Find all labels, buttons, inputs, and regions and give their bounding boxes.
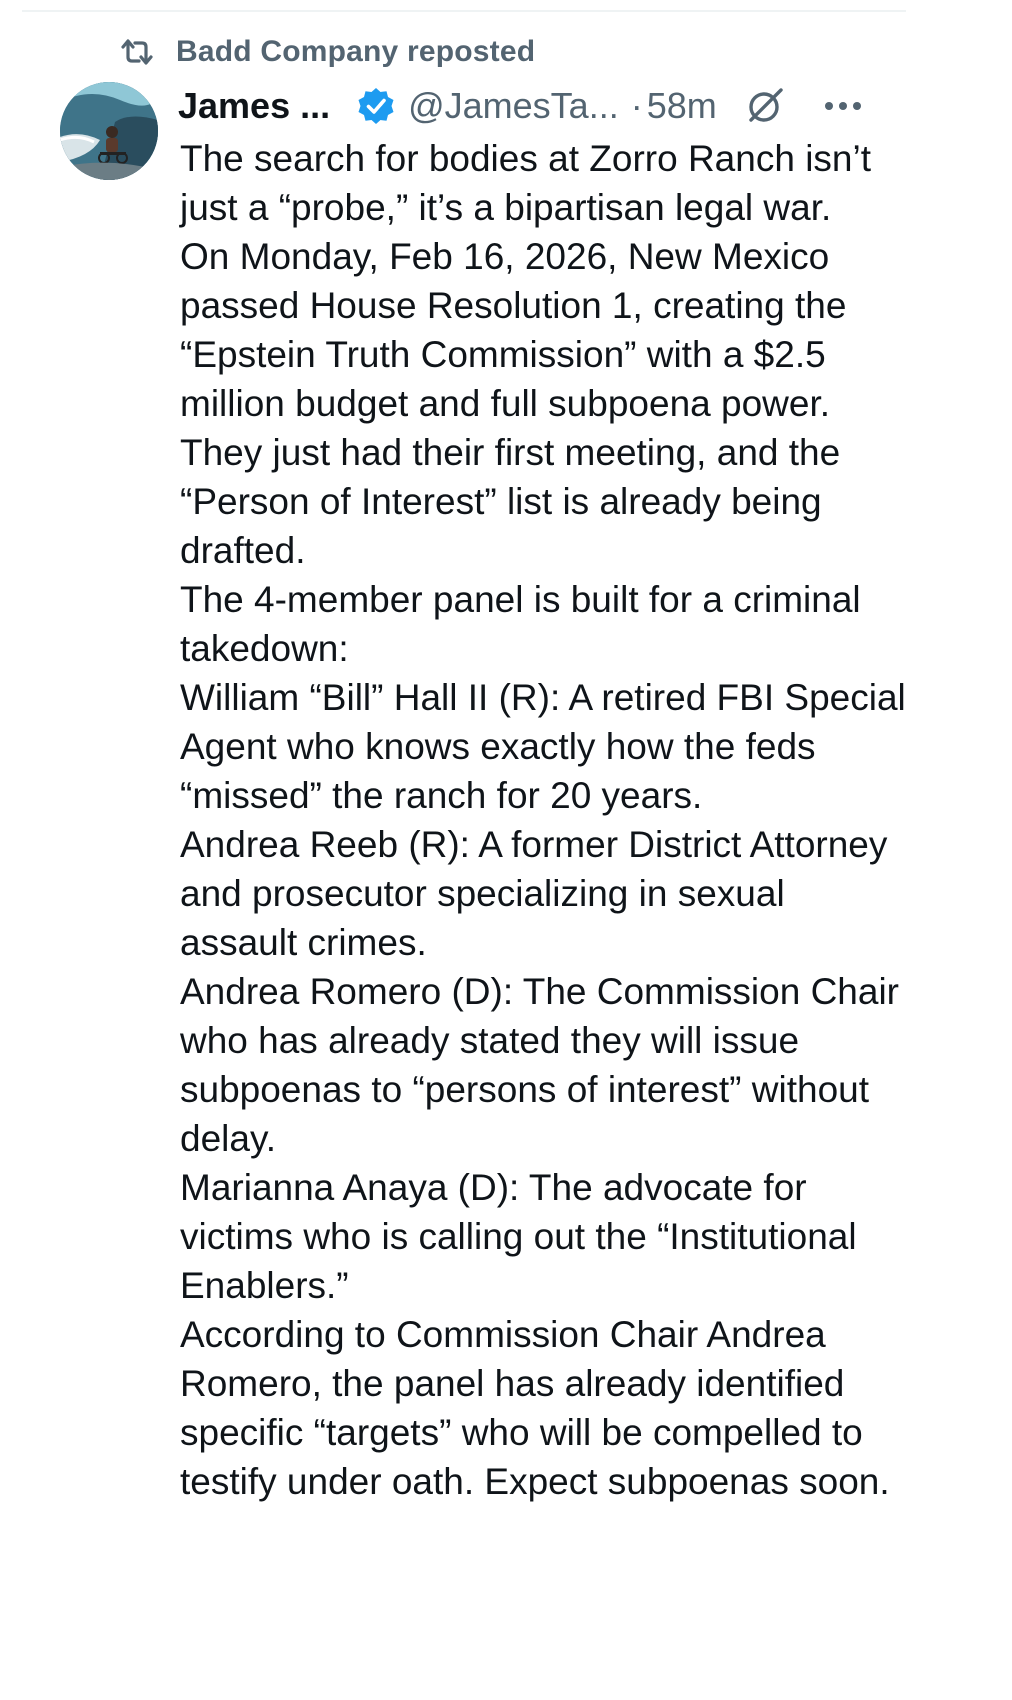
post-paragraph: William “Bill” Hall II (R): A retired FBI Special Agent who knows exactly how the feds “missed” the ranch for 20 years. [180,677,906,816]
post-paragraph: The search for bodies at Zorro Ranch isn’t just a “probe,” it’s a bipartisan legal war. [180,138,871,228]
post-timestamp[interactable]: 58m [646,85,717,126]
post-paragraph: Marianna Anaya (D): The advocate for victims who is calling out the “Institutional Enablers.” [180,1167,857,1306]
post-paragraph: According to Commission Chair Andrea Romero, the panel has already identified specific “targets” who will be compelled to testify under oath. Expect subpoenas soon. [180,1314,890,1502]
grok-icon[interactable] [743,84,787,128]
more-icon[interactable] [823,96,863,116]
post-paragraph: The 4-member panel is built for a criminal takedown: [180,579,861,669]
post-paragraph: Andrea Romero (D): The Commission Chair who has already stated they will issue subpoenas to “persons of interest” without delay. [180,971,899,1159]
post-paragraph: Andrea Reeb (R): A former District Attorney and prosecutor specializing in sexual assault crimes. [180,824,888,963]
avatar[interactable] [60,82,158,180]
repost-icon [118,36,156,68]
repost-label: Badd Company reposted [176,35,536,68]
repost-indicator[interactable] [118,32,535,72]
author-handle[interactable]: @JamesTa... [408,85,619,126]
post-paragraph: On Monday, Feb 16, 2026, New Mexico passed House Resolution 1, creating the “Epstein Truth Commission” with a $2.5 million budget and full subpoena power. [180,236,847,424]
top-divider [22,10,906,12]
post-text [180,134,910,1506]
verified-badge-icon [356,86,396,126]
author-display-name[interactable]: James ... [178,85,331,126]
post-paragraph: They just had their first meeting, and the “Person of Interest” list is already being drafted. [180,432,841,571]
post-header [178,80,878,132]
separator-dot: · [630,85,643,126]
